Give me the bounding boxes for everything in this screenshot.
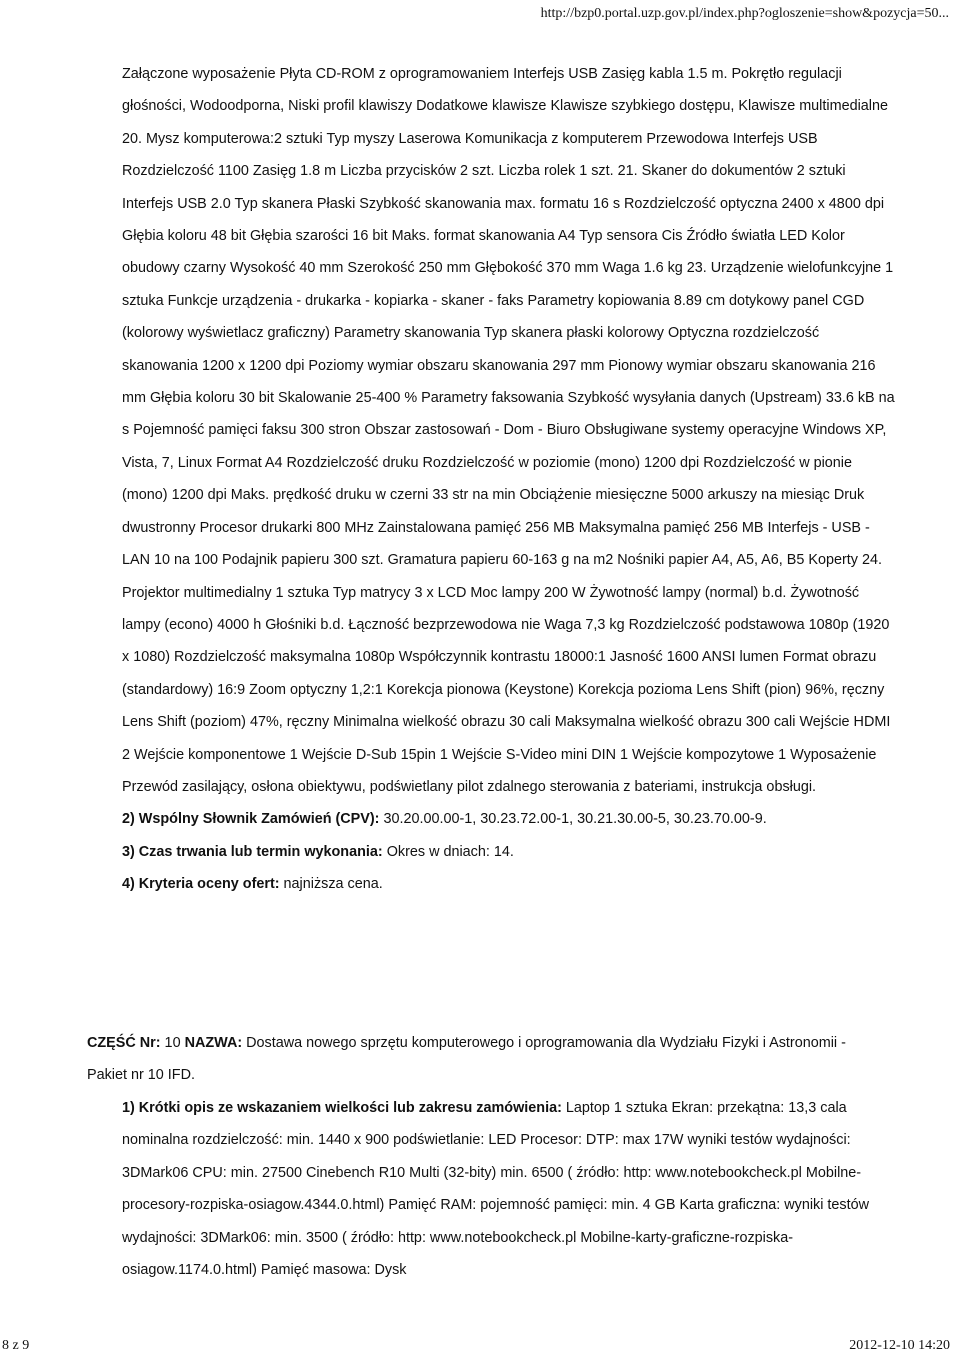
page-number: 8 z 9: [2, 1338, 30, 1353]
duration-criterion: [122, 836, 898, 868]
evaluation-criterion: [122, 868, 898, 900]
part-number: 10: [160, 1035, 185, 1051]
cpv-criterion: [122, 803, 898, 835]
cpv-label: 2) Wspólny Słownik Zamówień (CPV):: [122, 811, 380, 828]
short-description: [122, 1092, 900, 1286]
part-label: CZĘŚĆ Nr:: [87, 1035, 161, 1051]
name-value: Dostawa nowego sprzętu komputerowego i oprogramowania dla Wydziału Fizyki i Astronomii - Pakiet nr 10 IFD.: [87, 1035, 846, 1084]
page-url: http://bzp0.portal.uzp.gov.pl/index.php?ogloszenie=show&pozycja=50...: [540, 6, 949, 21]
description-label: 1) Krótki opis ze wskazaniem wielkości lub zakresu zamówienia:: [122, 1100, 562, 1116]
specification-text: Załączone wyposażenie Płyta CD-ROM z oprogramowaniem Interfejs USB Zasięg kabla 1.5 m. Pokrętło regulacji głośności, Wodoodporna, Niski profil klawiszy Dodatkowe klawisze Klawisze szybkiego dostępu, Klawisze multimedialne 20. Mysz komputerowa:2 sztuki Typ myszy Laserowa Komunikacja z komputerem Przewodowa Interfejs USB Rozdzielczość 1100 Zasięg 1.8 m Liczba przycisków 2 szt. Liczba rolek 1 szt. 21. Skaner do dokumentów 2 sztuki Interfejs USB 2.0 Typ skanera Płaski Szybkość skanowania max. formatu 16 s Rozdzielczość optyczna 2400 x 4800 dpi Głębia koloru 48 bit Głębia szarości 16 bit Maks. format skanowania A4 Typ sensora Cis Źródło światła LED Kolor obudowy czarny Wysokość 40 mm Szerokość 250 mm Głębokość 370 mm Waga 1.6 kg 23. Urządzenie wielofunkcyjne 1 sztuka Funkcje urządzenia - drukarka - kopiarka - skaner - faks Parametry kopiowania 8.89 cm dotykowy panel CGD (kolorowy wyświetlacz graficzny) Parametry skanowania Typ skanera płaski kolorowy Optyczna rozdzielczość skanowania 1200 x 1200 dpi Poziomy wymiar obszaru skanowania 297 mm Pionowy wymiar obszaru skanowania 216 mm Głębia koloru 30 bit Skalowanie 25-400 % Parametry faksowania Szybkość wysyłania danych (Upstream) 33.6 kB na s Pojemność pamięci faksu 300 stron Obszar zastosowań - Dom - Biuro Obsługiwane systemy operacyjne Windows XP, Vista, 7, Linux Format A4 Rozdzielczość druku Rozdzielczość w poziomie (mono) 1200 dpi Rozdzielczość w pionie (mono) 1200 dpi Maks. prędkość druku w czerni 33 str na min Obciążenie miesięczne 5000 arkuszy na miesiąc Druk dwustronny Procesor drukarki 800 MHz Zainstalowana pamięć 256 MB Maksymalna pamięć 256 MB Interfejs - USB - LAN 10 na 100 Podajnik papieru 300 szt. Gramatura papieru 60-163 g na m2 Nośniki papier A4, A5, A6, B5 Koperty 24. Projektor multimedialny 1 sztuka Typ matrycy 3 x LCD Moc lampy 200 W Żywotność lampy (normal) b.d. Żywotność lampy (econo) 4000 h Głośniki b.d. Łączność bezprzewodowa nie Waga 7,3 kg Rozdzielczość podstawowa 1080p (1920 x 1080) Rozdzielczość maksymalna 1080p Współczynnik kontrastu 18000:1 Jasność 1600 ANSI lumen Format obrazu (standardowy) 16:9 Zoom optyczny 1,2:1 Korekcja pionowa (Keystone) Korekcja pozioma Lens Shift (pion) 96%, ręczny Lens Shift (poziom) 47%, ręczny Minimalna wielkość obrazu 30 cali Maksymalna wielkość obrazu 300 cali Wejście HDMI 2 Wejście komponentowe 1 Wejście D-Sub 15pin 1 Wejście S-Video mini DIN 1 Wejście kompozytowe 1 Wyposażenie Przewód zasilający, osłona obiektywu, podświetlany pilot zdalnego sterowania z bateriami, instrukcja obsługi.: [122, 66, 895, 795]
specification-section: [122, 58, 898, 901]
duration-label: 3) Czas trwania lub termin wykonania:: [122, 843, 383, 860]
evaluation-value: najniższa cena.: [279, 876, 383, 893]
print-datetime: 2012-12-10 14:20: [849, 1338, 950, 1353]
part-heading: [87, 1027, 857, 1092]
evaluation-label: 4) Kryteria oceny ofert:: [122, 876, 280, 893]
cpv-value: 30.20.00.00-1, 30.23.72.00-1, 30.21.30.00-5, 30.23.70.00-9.: [379, 811, 767, 828]
description-text: Laptop 1 sztuka Ekran: przekątna: 13,3 cala nominalna rozdzielczość: min. 1440 x 900 podświetlanie: LED Procesor: DTP: max 17W wyniki testów wydajności: 3DMark06 CPU: min. 27500 Cinebench R10 Multi (32-bity) min. 6500 ( źródło: http: www.notebookcheck.pl Mobilne-procesory-rozpiska-osiagow.4344.0.html) Pamięć RAM: pojemność pamięci: min. 4 GB Karta graficzna: wyniki testów wydajności: 3DMark06: min. 3500 ( źródło: http: www.notebookcheck.pl Mobilne-karty-graficzne-rozpiska-osiagow.1174.0.html) Pamięć masowa: Dysk: [122, 1100, 870, 1279]
name-label: NAZWA:: [184, 1035, 243, 1051]
duration-value: Okres w dniach: 14.: [382, 843, 514, 860]
